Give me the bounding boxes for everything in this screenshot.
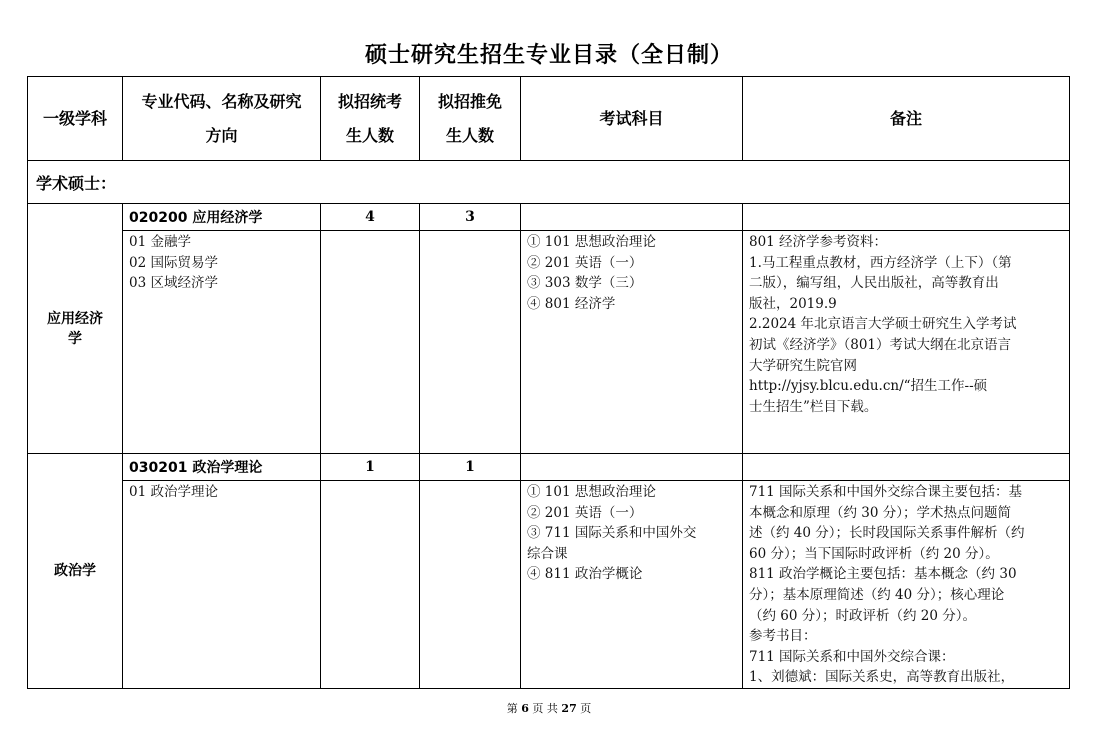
- note-line: 版社，2019.9: [749, 295, 837, 312]
- detail-row-2: [28, 481, 1070, 689]
- major-row-1: [28, 204, 1070, 231]
- subject-name-2-line1: 政治学: [54, 563, 96, 579]
- exam-item: ③ 711 国际关系和中国外交: [527, 525, 697, 542]
- footer-total-pages: 27: [561, 702, 577, 715]
- exam-item: ③ 303 数学（三）: [527, 275, 643, 292]
- header-major: [123, 77, 321, 161]
- quota-rec-1: 3: [420, 204, 521, 231]
- page-title: 硕士研究生招生专业目录（全日制）: [364, 43, 733, 68]
- exam-item: ④ 811 政治学概论: [527, 566, 643, 583]
- note-line: 801 经济学参考资料：: [749, 234, 888, 250]
- footer-mid: 页 共: [532, 702, 558, 715]
- header-quota-rec-line1: 拟招推免: [437, 91, 502, 111]
- note-line: 士生招生”栏目下载。: [749, 398, 878, 415]
- note-line: 大学研究生院官网: [749, 357, 857, 374]
- exam-item: ④ 801 经济学: [527, 295, 616, 312]
- note-line: 初试《经济学》（801）考试大纲在北京语言: [749, 336, 1012, 353]
- exam-item: ① 101 思想政治理论: [527, 234, 656, 250]
- exam-item: ① 101 思想政治理论: [527, 484, 656, 500]
- subject-name-2: [28, 454, 123, 689]
- note-line: 二版），编写组，人民出版社，高等教育出: [749, 275, 999, 292]
- directions-2: [123, 481, 321, 689]
- note-line: 811 政治学概论主要包括：基本概念（约 30: [749, 566, 1017, 583]
- quota-exam-2: 1: [321, 454, 420, 481]
- detail-row-1: [28, 231, 1070, 454]
- major-exam-empty-1: [521, 204, 743, 231]
- note-line: 参考书目：: [749, 628, 817, 645]
- header-major-line2: 方向: [205, 125, 238, 145]
- header-quota-exam-line2: 生人数: [345, 125, 394, 145]
- major-exam-empty-2: [521, 454, 743, 481]
- header-major-line1: 专业代码、名称及研究: [141, 91, 302, 111]
- exam-item: 综合课: [527, 545, 568, 562]
- subject-name-1: [28, 204, 123, 454]
- header-quota-exam: [321, 77, 420, 161]
- exams-1: [521, 231, 743, 454]
- major-row-2: [28, 454, 1070, 481]
- note-line: 711 国际关系和中国外交综合课：: [749, 648, 955, 665]
- section-row: [28, 161, 1070, 204]
- major-notes-empty-1: [743, 204, 1070, 231]
- quota-exam-1: 4: [321, 204, 420, 231]
- major-notes-empty-2: [743, 454, 1070, 481]
- notes-2: [743, 481, 1070, 689]
- header-quota-rec: [420, 77, 521, 161]
- note-line: 1.马工程重点教材，西方经济学（上下）（第: [749, 254, 1012, 271]
- subject-name-1-line1: 应用经济: [47, 310, 103, 327]
- subject-name-1-line2: 学: [68, 330, 82, 347]
- header-exam: 考试科目: [521, 77, 743, 161]
- direction-item: 03 区域经济学: [129, 275, 218, 292]
- directions-1: [123, 231, 321, 454]
- header-subject: 一级学科: [28, 77, 123, 161]
- exam-item: ② 201 英语（一）: [527, 504, 643, 521]
- quota-rec-2: 1: [420, 454, 521, 481]
- quota-exam-empty-2: [321, 481, 420, 689]
- major-name-1: 020200 应用经济学: [123, 204, 321, 231]
- note-line: （约 60 分）；时政评析（约 20 分）。: [749, 607, 977, 624]
- notes-1: [743, 231, 1070, 454]
- header-notes: 备注: [743, 77, 1070, 161]
- direction-item: 01 金融学: [129, 234, 191, 250]
- footer-suffix: 页: [580, 702, 592, 715]
- section-label: 学术硕士：: [28, 161, 1070, 204]
- note-line: 分）；基本原理简述（约 40 分）；核心理论: [749, 586, 1005, 603]
- footer-page-number: 6: [521, 702, 529, 715]
- note-line: 2.2024 年北京语言大学硕士研究生入学考试: [749, 316, 1017, 333]
- quota-rec-empty-1: [420, 231, 521, 454]
- note-line: 本概念和原理（约 30 分）；学术热点问题简: [749, 504, 1012, 521]
- header-quota-rec-line2: 生人数: [445, 125, 494, 145]
- direction-item: 02 国际贸易学: [129, 254, 218, 271]
- header-quota-exam-line1: 拟招统考: [337, 91, 402, 111]
- exam-item: ② 201 英语（一）: [527, 254, 643, 271]
- quota-exam-empty-1: [321, 231, 420, 454]
- header-row: [28, 77, 1070, 161]
- note-line: 述（约 40 分）；长时段国际关系事件解析（约: [749, 525, 1025, 542]
- page-footer: [0, 700, 1098, 716]
- footer-prefix: 第: [506, 702, 518, 715]
- quota-rec-empty-2: [420, 481, 521, 689]
- note-line: 1、刘德斌：国际关系史，高等教育出版社，: [749, 669, 1015, 686]
- note-line: 711 国际关系和中国外交综合课主要包括：基: [749, 484, 1023, 500]
- exams-2: [521, 481, 743, 689]
- direction-item: 01 政治学理论: [129, 484, 218, 500]
- catalog-table: [27, 76, 1070, 689]
- note-line: 60 分）；当下国际时政评析（约 20 分）。: [749, 545, 999, 562]
- major-name-2: 030201 政治学理论: [123, 454, 321, 481]
- note-line: http://yjsy.blcu.edu.cn/“招生工作--硕: [749, 378, 988, 395]
